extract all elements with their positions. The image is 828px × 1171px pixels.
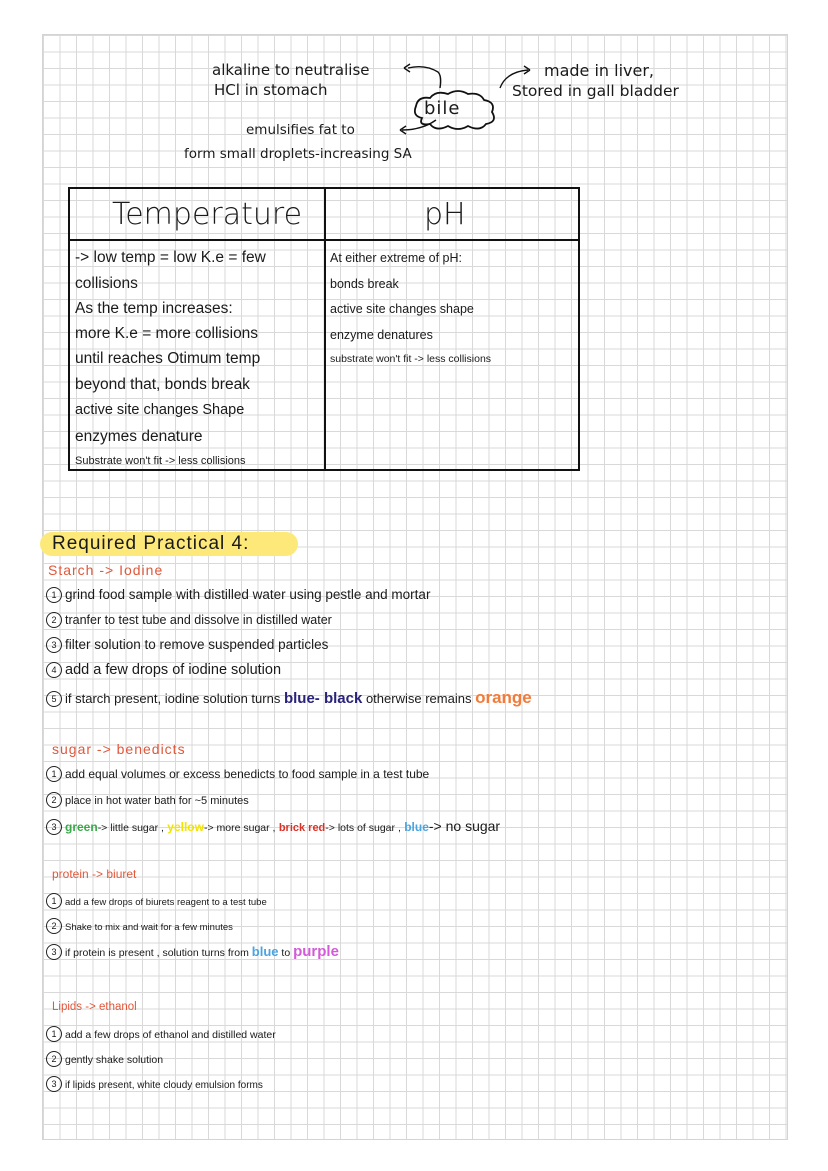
ph-line: bonds break (330, 277, 399, 291)
lipids-heading: Lipids -> ethanol (52, 1001, 137, 1013)
step-number-icon: 5 (46, 691, 62, 707)
protein-step: add a few drops of biurets reagent to a test tube (65, 897, 267, 908)
temp-line: As the temp increases: (75, 300, 233, 317)
step-number-icon: 1 (46, 893, 62, 909)
green-word: green (65, 820, 98, 834)
temp-line: beyond that, bonds break (75, 376, 250, 393)
step-number-icon: 4 (46, 662, 62, 678)
orange-word: orange (475, 688, 532, 707)
temp-line: -> low temp = low K.e = few (75, 249, 266, 266)
bile-note-gall: Stored in gall bladder (512, 82, 679, 100)
temp-line: collisions (75, 275, 138, 292)
bile-note-alkaline: alkaline to neutralise (212, 61, 370, 79)
step-number-icon: 2 (46, 612, 62, 628)
step-number-icon: 3 (46, 944, 62, 960)
sugar-heading: sugar -> benedicts (52, 741, 186, 757)
protein-heading: protein -> biuret (52, 867, 137, 881)
step-number-icon: 1 (46, 1026, 62, 1042)
bile-note-emulsifies: emulsifies fat to (246, 122, 355, 138)
blue-word: blue (404, 820, 429, 834)
bile-note-liver: made in liver, (544, 61, 655, 80)
starch-step: tranfer to test tube and dissolve in distilled water (65, 613, 332, 627)
starch-step: grind food sample with distilled water using pestle and mortar (65, 587, 431, 602)
protein-step: Shake to mix and wait for a few minutes (65, 922, 233, 933)
starch-step5-prefix: if starch present, iodine solution turns (65, 691, 281, 706)
temp-line: active site changes Shape (75, 402, 245, 418)
sugar-step: place in hot water bath for ~5 minutes (65, 795, 249, 807)
temp-line: until reaches Otimum temp (75, 350, 261, 367)
lipids-step: add a few drops of ethanol and distilled water (65, 1029, 276, 1041)
bile-note-hcl: HCl in stomach (214, 81, 328, 99)
practical-title: Required Practical 4: (52, 533, 250, 554)
step-number-icon: 3 (46, 1076, 62, 1092)
sugar-green-text: -> little sugar , (97, 822, 164, 834)
step-number-icon: 1 (46, 587, 62, 603)
protein-step3-middle: to (281, 947, 291, 959)
blue-black-word: blue- black (283, 690, 363, 707)
starch-step: filter solution to remove suspended particles (65, 637, 329, 652)
temp-line: more K.e = more collisions (75, 325, 259, 342)
temp-line: enzymes denature (75, 428, 203, 445)
temp-line: Substrate won't fit -> less collisions (75, 455, 246, 467)
ph-line: active site changes shape (330, 302, 474, 316)
ph-line: enzyme denatures (330, 328, 433, 342)
yellow-word: yellow (167, 820, 204, 834)
ph-line: At either extreme of pH: (330, 251, 463, 265)
protein-step3-prefix: if protein is present , solution turns from (65, 947, 249, 959)
step-number-icon: 2 (46, 792, 62, 808)
ph-header: pH (424, 197, 466, 232)
blue-word: blue (251, 944, 279, 959)
step-number-icon: 1 (46, 766, 62, 782)
sugar-brick-text: -> lots of sugar , (325, 822, 401, 834)
ph-line: substrate won't fit -> less collisions (330, 353, 492, 365)
step-number-icon: 2 (46, 1051, 62, 1067)
step-number-icon: 3 (46, 637, 62, 653)
step-number-icon: 2 (46, 918, 62, 934)
bile-note-droplets: form small droplets-increasing SA (184, 146, 412, 162)
enzyme-table (68, 187, 580, 471)
table-divider-horizontal (70, 239, 578, 241)
temperature-header: Temperature (112, 197, 303, 232)
lipids-step: if lipids present, white cloudy emulsion forms (65, 1080, 263, 1091)
starch-step: add a few drops of iodine solution (65, 662, 282, 678)
brick-red-word: brick red (278, 822, 326, 834)
sugar-yellow-text: -> more sugar , (203, 822, 276, 834)
lipids-step: gently shake solution (65, 1054, 164, 1066)
bile-label: bile (424, 98, 461, 119)
sugar-step: add equal volumes or excess benedicts to food sample in a test tube (65, 767, 430, 781)
sugar-blue-text: -> no sugar (428, 818, 501, 834)
table-divider-vertical (324, 189, 326, 469)
purple-word: purple (293, 943, 339, 960)
starch-heading: Starch -> Iodine (48, 562, 164, 578)
starch-step5-middle: otherwise remains (365, 691, 472, 706)
step-number-icon: 3 (46, 819, 62, 835)
